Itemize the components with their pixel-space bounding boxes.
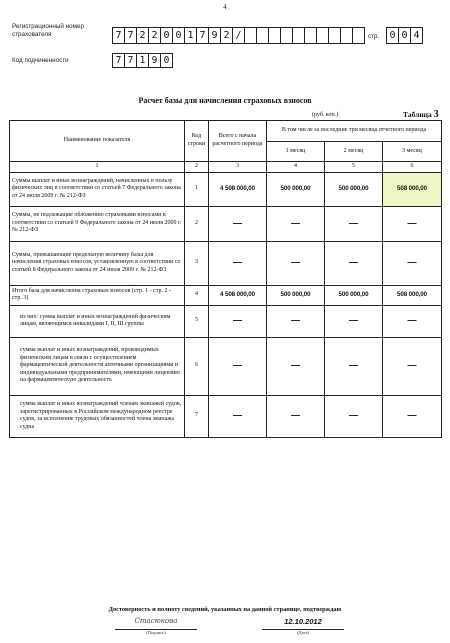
- col-number: 3: [209, 162, 267, 173]
- table-row: [10, 241, 442, 285]
- row-code: 7: [185, 395, 209, 437]
- row-month-1[interactable]: —: [267, 206, 325, 241]
- digit-cell[interactable]: /: [232, 27, 245, 44]
- digit-cell[interactable]: 2: [136, 27, 149, 44]
- digit-cell[interactable]: 1: [184, 27, 197, 44]
- row-total[interactable]: —: [209, 337, 267, 395]
- row-code: 1: [185, 172, 209, 206]
- table-row: [10, 206, 442, 241]
- row-name: Суммы, не подлежащие обложению страховыми взносами в соответствии со статьей 9 Федерального закона от 24 июля 2009 г. № 212-ФЗ: [10, 206, 185, 241]
- row-name: Суммы выплат и иных вознаграждений, начисленных в пользу физических лиц в соответствии со статьей 7 Федерального закона от 24 июля 2009 г. № 212-ФЗ: [10, 172, 185, 206]
- row-month-2[interactable]: —: [325, 241, 383, 285]
- row-total[interactable]: 4 508 000,00: [209, 172, 267, 206]
- table-number: 3: [433, 109, 439, 120]
- header-months-group: В том числе за последние три месяца отчетного периода: [267, 121, 442, 142]
- row-total[interactable]: —: [209, 305, 267, 337]
- date-caption: (Дата): [297, 630, 309, 635]
- row-month-2[interactable]: 500 000,00: [325, 285, 383, 305]
- row-month-1[interactable]: —: [267, 305, 325, 337]
- signature-block: [115, 617, 197, 635]
- table-label-text: Таблица: [403, 110, 432, 119]
- digit-cell[interactable]: 9: [148, 53, 161, 68]
- row-month-3[interactable]: —: [383, 305, 442, 337]
- digit-cell[interactable]: 4: [410, 27, 423, 44]
- signature: Стасюкова: [134, 617, 178, 625]
- signature-line: [115, 617, 197, 630]
- signature-caption: (Подпись): [146, 630, 166, 635]
- digit-cell[interactable]: 0: [172, 27, 185, 44]
- col-number: 5: [325, 162, 383, 173]
- row-month-1[interactable]: 500 000,00: [267, 172, 325, 206]
- contribution-base-table: [9, 120, 442, 438]
- digit-cell[interactable]: 1: [136, 53, 149, 68]
- reg-number-cells: [112, 27, 364, 44]
- subordination-cells: [112, 53, 172, 68]
- row-name: Суммы, превышающие предельную величину базы для начисления страховых взносов, установленную в соответствии со статьей 8 Федерального закона от 24 июля 2009 г. № 212-ФЗ: [10, 241, 185, 285]
- footer-confirmation: Достоверность и полноту сведений, указанных на данной странице, подтверждаю: [108, 606, 342, 613]
- digit-cell[interactable]: 7: [124, 27, 137, 44]
- row-month-2[interactable]: 500 000,00: [325, 172, 383, 206]
- row-month-3[interactable]: 508 000,00: [383, 285, 442, 305]
- row-month-3[interactable]: —: [383, 206, 442, 241]
- row-month-3[interactable]: —: [383, 337, 442, 395]
- page-title: Расчет базы для начисления страховых взносов: [138, 96, 312, 105]
- date-line: [262, 617, 344, 630]
- header-name: Наименование показателя: [10, 121, 185, 162]
- row-name: из них: сумма выплат и иных вознаграждений физическим лицам, являющимся инвалидами I, II, III группы: [10, 305, 185, 337]
- table-row: [10, 172, 442, 206]
- row-total[interactable]: —: [209, 206, 267, 241]
- header-month-1: 1 месяц: [267, 142, 325, 162]
- date-block: [262, 617, 344, 635]
- digit-cell[interactable]: 7: [196, 27, 209, 44]
- row-month-1[interactable]: —: [267, 241, 325, 285]
- header-month-2: 2 месяц: [325, 142, 383, 162]
- subordination-label: Код подчиненности: [12, 57, 69, 64]
- digit-cell[interactable]: 9: [208, 27, 221, 44]
- reg-number-label: Регистрационный номер страхователя: [12, 23, 84, 38]
- header-month-3: 3 месяц: [383, 142, 442, 162]
- row-month-3[interactable]: 508 000,00: [383, 172, 442, 206]
- digit-cell[interactable]: 7: [112, 27, 125, 44]
- digit-cell[interactable]: 0: [386, 27, 399, 44]
- row-month-2[interactable]: —: [325, 206, 383, 241]
- row-total[interactable]: —: [209, 241, 267, 285]
- row-name: сумма выплат и иных вознаграждений, производимых физическим лицам в связи с осуществлением фармацевтической деятельности аптечными организациями и индивидуальными предпринимателями, имеющими лицензию на фармацевтическую деятельность: [10, 337, 185, 395]
- col-number: 4: [267, 162, 325, 173]
- col-number: 1: [10, 162, 185, 173]
- row-code: 3: [185, 241, 209, 285]
- row-month-2[interactable]: —: [325, 395, 383, 437]
- row-month-1[interactable]: 500 000,00: [267, 285, 325, 305]
- unit-label: (руб. коп.): [312, 112, 339, 118]
- row-month-1[interactable]: —: [267, 395, 325, 437]
- row-code: 4: [185, 285, 209, 305]
- row-code: 2: [185, 206, 209, 241]
- row-month-3[interactable]: —: [383, 395, 442, 437]
- row-code: 6: [185, 337, 209, 395]
- col-number: 6: [383, 162, 442, 173]
- row-name: Итого база для начисления страховых взносов (стр. 1 - стр. 2 - стр. 3): [10, 285, 185, 305]
- row-name: сумма выплат и иных вознаграждений членам экипажей судов, зарегистрированных в Российском международном реестре судов, за исполнение трудовых обязанностей члена экипажа судна: [10, 395, 185, 437]
- digit-cell[interactable]: [352, 27, 365, 44]
- digit-cell[interactable]: 2: [148, 27, 161, 44]
- col-number: 2: [185, 162, 209, 173]
- row-month-2[interactable]: —: [325, 305, 383, 337]
- signature-date: 12.10.2012: [284, 617, 322, 626]
- page-number: 4: [223, 3, 227, 11]
- digit-cell[interactable]: 0: [160, 27, 173, 44]
- row-month-2[interactable]: —: [325, 337, 383, 395]
- header-code: Код строки: [185, 121, 209, 162]
- table-number-label: [403, 109, 439, 120]
- digit-cell[interactable]: 0: [398, 27, 411, 44]
- row-total[interactable]: 4 508 000,00: [209, 285, 267, 305]
- header-total: Всего с начала расчетного периода: [209, 121, 267, 162]
- digit-cell[interactable]: 0: [160, 53, 173, 68]
- table-row: [10, 337, 442, 395]
- digit-cell[interactable]: 7: [112, 53, 125, 68]
- table-row: [10, 305, 442, 337]
- digit-cell[interactable]: 2: [220, 27, 233, 44]
- row-month-1[interactable]: —: [267, 337, 325, 395]
- column-numbers-row: [10, 162, 442, 173]
- row-total[interactable]: —: [209, 395, 267, 437]
- table-row: [10, 395, 442, 437]
- digit-cell[interactable]: 7: [124, 53, 137, 68]
- row-month-3[interactable]: —: [383, 241, 442, 285]
- row-code: 5: [185, 305, 209, 337]
- table-row: [10, 285, 442, 305]
- page-cells: [386, 27, 422, 44]
- page-label: стр.: [368, 33, 380, 40]
